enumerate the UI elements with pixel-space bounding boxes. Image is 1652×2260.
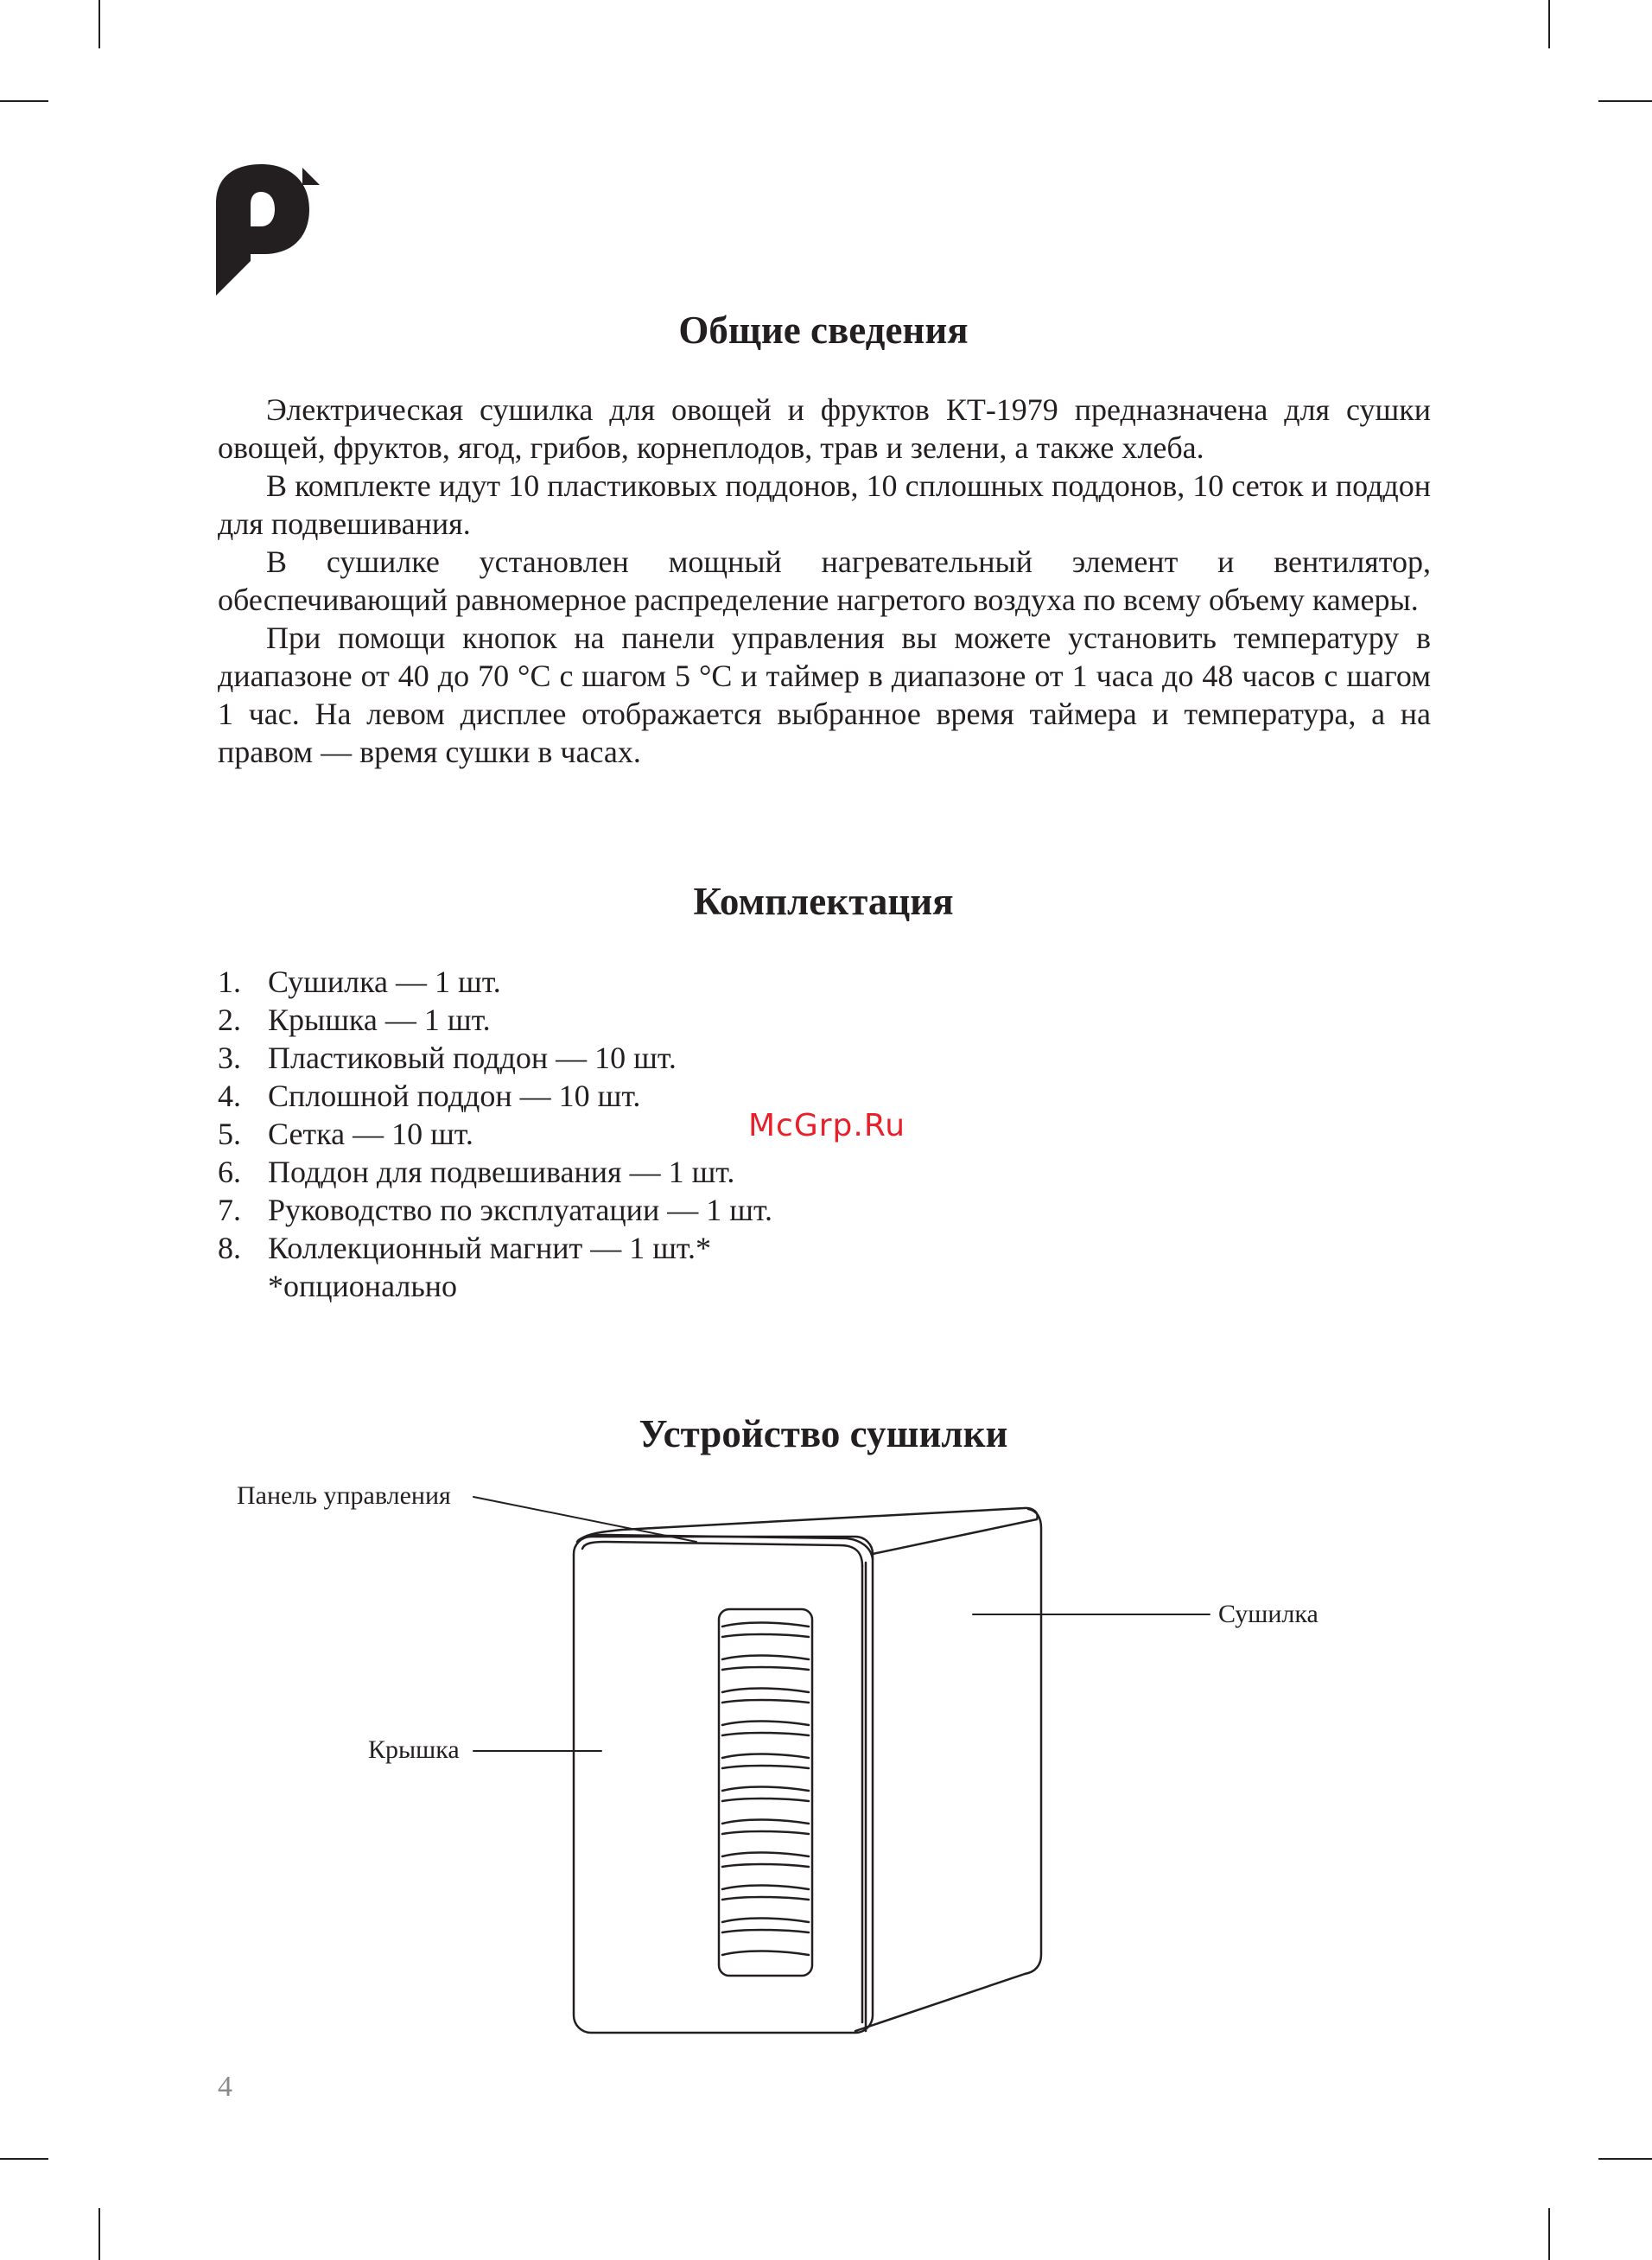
- list-item: [218, 1153, 772, 1191]
- dryer-tray: [722, 1853, 809, 1857]
- dryer-tray: [722, 1831, 809, 1834]
- general-paragraph: Электрическая сушилка для овощей и фруктов КТ-1979 предназначена для сушки овощей, фруктов, ягод, грибов, корнеплодов, трав и зелени, а также хлеба.: [218, 392, 1431, 465]
- brand-logo: [216, 164, 320, 296]
- dryer-tray: [722, 1787, 809, 1792]
- general-paragraph: При помощи кнопок на панели управления вы можете установить температуру в диапазоне от 40 до 70 °C с шагом 5 °C и таймер в диапазоне от 1 часа до 48 часов с шагом 1 час. На левом дисплее отображается выбранное время таймера и температура, а на правом — время сушки в часах.: [218, 621, 1431, 769]
- dryer-tray: [722, 1951, 809, 1956]
- dryer-tray: [722, 1656, 809, 1660]
- list-item-number: 4.: [218, 1079, 241, 1113]
- dryer-diagram: [0, 1469, 1652, 2057]
- dryer-tray: [722, 1766, 809, 1768]
- dryer-illustration: [0, 1469, 1652, 2057]
- dryer-tray: [722, 1864, 809, 1867]
- crop-mark-top-right-v: [1548, 0, 1550, 48]
- list-item-text: Крышка — 1 шт.: [268, 1003, 491, 1037]
- list-item-number: 8.: [218, 1231, 241, 1265]
- package-section-title: Комплектация: [693, 880, 954, 923]
- dryer-tray: [722, 1754, 809, 1759]
- dryer-tray: [722, 1689, 809, 1693]
- list-item-text: Пластиковый поддон — 10 шт.: [268, 1041, 677, 1075]
- crop-mark-top-right-h: [1598, 100, 1652, 102]
- list-item-number: 6.: [218, 1155, 241, 1189]
- list-item-number: 3.: [218, 1041, 241, 1075]
- list-item-number: 7.: [218, 1193, 241, 1227]
- list-item-number: 5.: [218, 1117, 241, 1151]
- dryer-lid-rim: [577, 1535, 873, 1559]
- crop-mark-top-left-h: [0, 100, 48, 102]
- general-paragraph: В сушилке установлен мощный нагревательный элемент и вентилятор, обеспечивающий равномерное распределение нагретого воздуха по всему объему камеры.: [218, 544, 1431, 617]
- list-item: [218, 1229, 772, 1267]
- dryer-tray: [722, 1930, 809, 1932]
- dryer-top-surface: [579, 1508, 1038, 1554]
- label-control-panel: Панель управления: [237, 1481, 451, 1510]
- label-dryer: Сушилка: [1218, 1600, 1318, 1628]
- dryer-tray: [722, 1623, 809, 1627]
- list-item: [218, 1001, 772, 1039]
- dryer-body-side: [855, 1509, 1041, 2031]
- dryer-tray: [722, 1634, 809, 1637]
- dryer-tray: [722, 1820, 809, 1824]
- package-list: [218, 963, 772, 1305]
- dryer-lid-rim: [582, 1542, 862, 1566]
- device-section-title: Устройство сушилки: [639, 1412, 1008, 1455]
- general-paragraph: В комплекте идут 10 пластиковых поддонов, 10 сплошных поддонов, 10 сеток и поддон для подвешивания.: [218, 468, 1431, 541]
- label-lid: Крышка: [368, 1735, 460, 1764]
- list-item: [218, 1077, 772, 1115]
- dryer-tray: [722, 1798, 809, 1801]
- list-item-text: Коллекционный магнит — 1 шт.*: [268, 1231, 711, 1265]
- crop-mark-bottom-right-v: [1548, 2208, 1550, 2260]
- page-number: 4: [218, 2071, 232, 2103]
- optional-note: *опционально: [268, 1269, 458, 1303]
- list-item: [218, 1039, 772, 1077]
- dryer-tray: [722, 1700, 809, 1703]
- list-item-text: Сетка — 10 шт.: [268, 1117, 473, 1151]
- crop-mark-top-left-v: [98, 0, 100, 48]
- list-item-number: 2.: [218, 1003, 241, 1037]
- list-item-text: Поддон для подвешивания — 1 шт.: [268, 1155, 735, 1189]
- list-item: [218, 1115, 772, 1153]
- list-item-number: 1.: [218, 964, 241, 999]
- list-item-text: Сушилка — 1 шт.: [268, 964, 501, 999]
- list-item: [218, 963, 772, 1001]
- crop-mark-bottom-right-h: [1598, 2158, 1652, 2160]
- watermark[interactable]: McGrp.Ru: [748, 1108, 906, 1143]
- dryer-tray: [722, 1897, 809, 1900]
- crop-mark-bottom-left-v: [98, 2208, 100, 2260]
- dryer-tray: [722, 1886, 809, 1890]
- dryer-tray: [722, 1667, 809, 1670]
- list-item-text: Руководство по эксплуатации — 1 шт.: [268, 1193, 772, 1227]
- list-item-text: Сплошной поддон — 10 шт.: [268, 1079, 641, 1113]
- list-item: [218, 1191, 772, 1229]
- general-paragraphs: [218, 391, 1431, 771]
- leader-line-control-panel: [473, 1497, 696, 1542]
- dryer-tray: [722, 1919, 809, 1923]
- crop-mark-bottom-left-h: [0, 2158, 48, 2160]
- dryer-tray: [722, 1733, 809, 1735]
- dryer-tray: [722, 1722, 809, 1726]
- general-section-title: Общие сведения: [678, 309, 969, 352]
